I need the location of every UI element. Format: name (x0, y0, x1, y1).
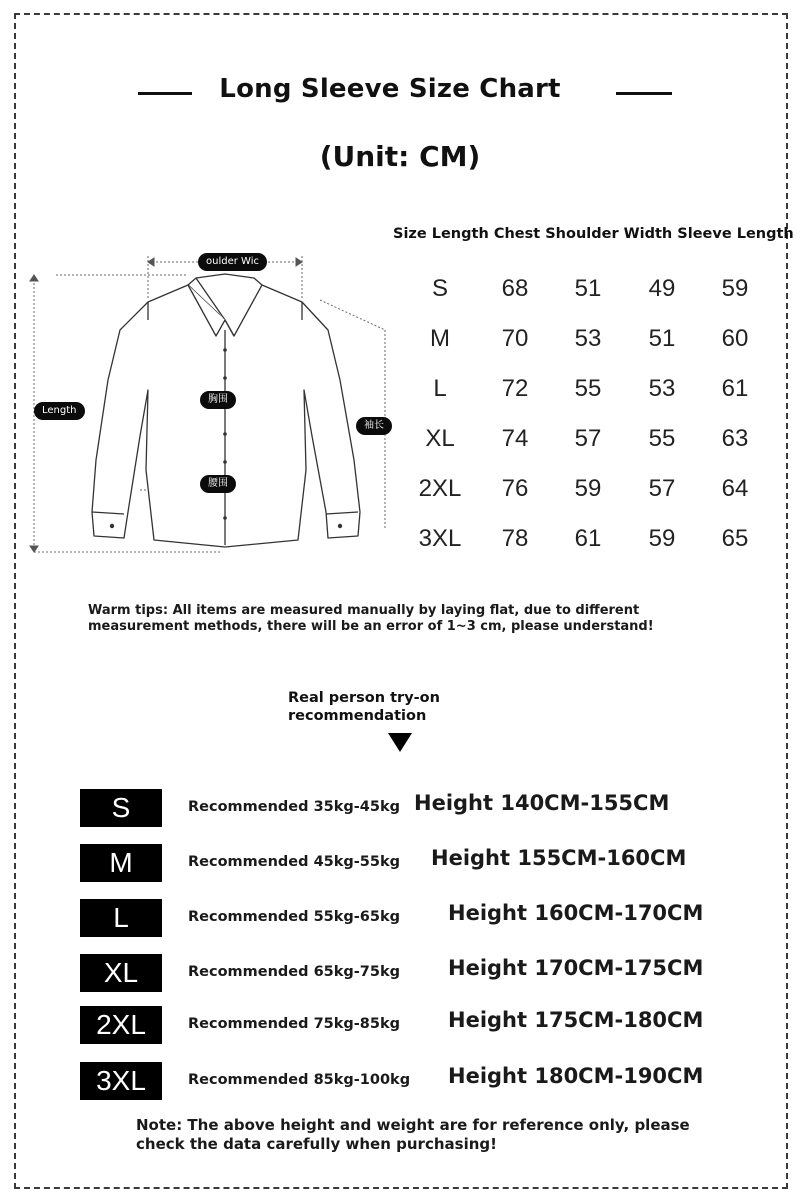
recommendation-row (80, 789, 760, 829)
title-right-rule (616, 92, 672, 95)
warm-tips: Warm tips: All items are measured manually by laying flat, due to different measurement methods, there will be an error of 1~3 cm, please understand! (88, 603, 654, 634)
weight-text: Recommended 45kg-55kg (188, 854, 400, 870)
unit-label: (Unit: CM) (319, 140, 481, 173)
recommendation-row (80, 899, 760, 939)
chest-cell: 53 (574, 325, 602, 352)
height-text: Height 160CM-170CM (448, 901, 704, 925)
sleeve-cell: 63 (721, 425, 749, 452)
length-cell: 74 (501, 425, 529, 452)
size-cell: M (430, 325, 450, 352)
shirt-diagram (20, 240, 400, 560)
chest-cell: 51 (574, 275, 602, 302)
chest-cell: 59 (574, 475, 602, 502)
height-text: Height 170CM-175CM (448, 956, 704, 980)
length-cell: 72 (501, 375, 529, 402)
sleeve-cell: 60 (721, 325, 749, 352)
sleeve-cell: 59 (721, 275, 749, 302)
weight-text: Recommended 75kg-85kg (188, 1016, 400, 1032)
table-row (400, 475, 780, 525)
weight-text: Recommended 35kg-45kg (188, 799, 400, 815)
size-cell: S (431, 275, 448, 302)
sleeve-length-tag: 袖长 (356, 417, 392, 435)
waist-tag: 腰围 (200, 475, 236, 493)
size-cell: 2XL (418, 475, 462, 502)
shoulder-width-tag: oulder Wic (198, 253, 267, 271)
weight-text: Recommended 65kg-75kg (188, 964, 400, 980)
shoulder-cell: 55 (648, 425, 676, 452)
chest-cell: 55 (574, 375, 602, 402)
sleeve-cell: 61 (721, 375, 749, 402)
height-text: Height 180CM-190CM (448, 1064, 704, 1088)
table-row (400, 325, 780, 375)
shoulder-cell: 53 (648, 375, 676, 402)
size-table-header: Size Length Chest Shoulder Width Sleeve Length (393, 226, 794, 242)
table-row (400, 375, 780, 425)
sleeve-cell: 64 (721, 475, 749, 502)
size-badge: S (80, 789, 162, 827)
length-tag: Length (34, 402, 85, 420)
recommendation-row (80, 954, 760, 994)
weight-text: Recommended 85kg-100kg (188, 1072, 411, 1088)
table-row (400, 525, 780, 575)
recommendation-row (80, 844, 760, 884)
table-row (400, 275, 780, 325)
recommendation-row (80, 1062, 760, 1102)
size-cell: XL (425, 425, 455, 452)
length-cell: 76 (501, 475, 529, 502)
height-text: Height 140CM-155CM (414, 791, 670, 815)
chest-tag: 胸围 (200, 391, 236, 409)
height-text: Height 155CM-160CM (431, 846, 687, 870)
size-badge: 2XL (80, 1006, 162, 1044)
recommendation-row (80, 1006, 760, 1046)
size-badge: XL (80, 954, 162, 992)
sleeve-cell: 65 (721, 525, 749, 552)
tryon-heading: Real person try-on recommendation (288, 690, 440, 724)
length-cell: 78 (501, 525, 529, 552)
shoulder-cell: 59 (648, 525, 676, 552)
size-badge: L (80, 899, 162, 937)
size-cell: 3XL (418, 525, 462, 552)
length-cell: 70 (501, 325, 529, 352)
size-badge: 3XL (80, 1062, 162, 1100)
chest-cell: 61 (574, 525, 602, 552)
title-left-rule (138, 92, 192, 95)
size-cell: L (433, 375, 447, 402)
size-badge: M (80, 844, 162, 882)
reference-note: Note: The above height and weight are for reference only, please check the data carefully when purchasing! (136, 1116, 690, 1153)
shoulder-cell: 49 (648, 275, 676, 302)
weight-text: Recommended 55kg-65kg (188, 909, 400, 925)
length-cell: 68 (501, 275, 529, 302)
down-arrow-icon (388, 733, 412, 752)
shoulder-cell: 57 (648, 475, 676, 502)
page-title: Long Sleeve Size Chart (219, 74, 561, 104)
chest-cell: 57 (574, 425, 602, 452)
shoulder-cell: 51 (648, 325, 676, 352)
table-row (400, 425, 780, 475)
height-text: Height 175CM-180CM (448, 1008, 704, 1032)
